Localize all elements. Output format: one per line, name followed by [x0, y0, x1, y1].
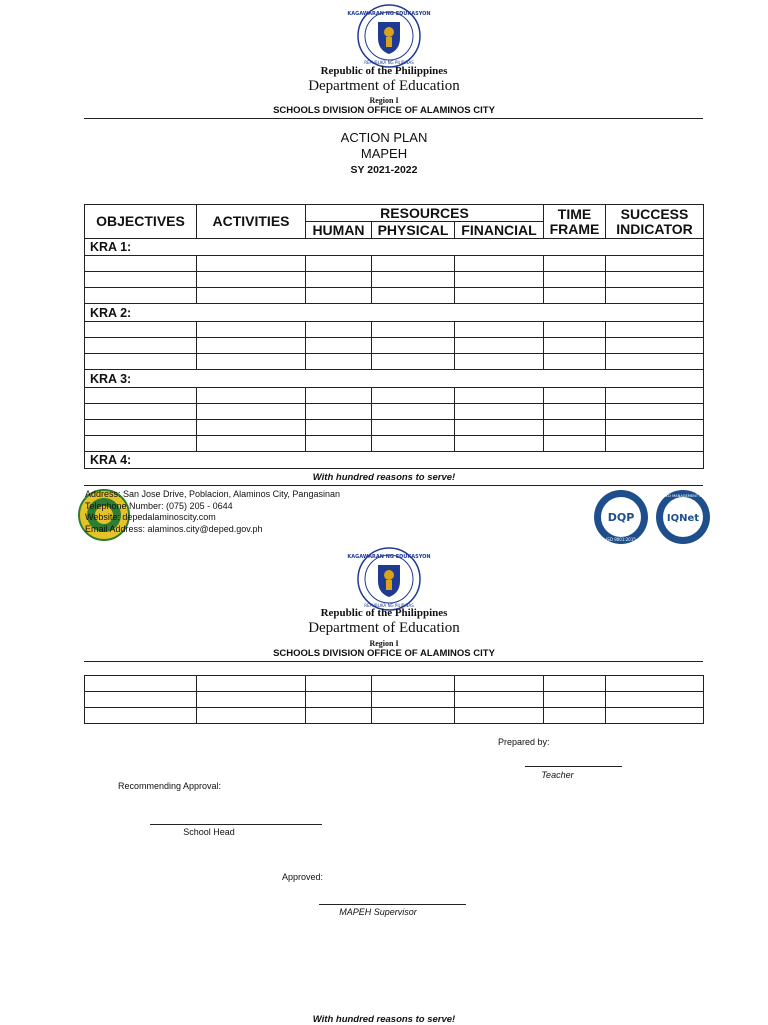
header-resources: RESOURCES [306, 205, 544, 222]
footer-email[interactable]: Email Address: alaminos.city@deped.gov.ph [85, 523, 263, 534]
badge-iqnet-ring: CERTIFIED MANAGEMENT SYSTEM [652, 494, 714, 498]
table-row [85, 420, 704, 436]
prepared-by-label: Prepared by: [498, 737, 550, 747]
teacher-label: Teacher [541, 770, 574, 780]
department-title: Department of Education [308, 620, 460, 636]
table-row [85, 272, 704, 288]
teacher-signature-line [525, 766, 622, 767]
motto: With hundred reasons to serve! [312, 472, 456, 483]
header-divider [84, 118, 703, 119]
division-label: SCHOOLS DIVISION OFFICE OF ALAMINOS CITY [273, 648, 495, 659]
department-title: Department of Education [308, 78, 460, 94]
region-label: Region I [369, 96, 399, 105]
header-activities: ACTIVITIES [197, 205, 306, 239]
iso-certification-badge-icon [593, 489, 649, 545]
school-head-label: School Head [183, 827, 235, 837]
header-divider [84, 661, 703, 662]
table-row [85, 676, 704, 692]
supervisor-label: MAPEH Supervisor [339, 907, 417, 917]
plan-subject: MAPEH [360, 146, 408, 161]
header-success-indicator: SUCCESS INDICATOR [606, 205, 704, 239]
deped-seal-icon [347, 4, 431, 68]
svg-text:KAGAWARAN NG EDUKASYON: KAGAWARAN NG EDUKASYON [347, 11, 431, 17]
footer-address: Address: San Jose Drive, Poblacion, Alaminos City, Pangasinan [85, 489, 340, 499]
approved-label: Approved: [282, 872, 324, 882]
header-objectives: OBJECTIVES [85, 205, 197, 239]
table-row [85, 322, 704, 338]
recommending-approval-label: Recommending Approval: [118, 781, 222, 791]
kra-label: KRA 1: [85, 239, 704, 256]
plan-title: ACTION PLAN [340, 130, 428, 145]
republic-label: Republic of the Philippines [320, 65, 448, 77]
table-row [85, 436, 704, 452]
school-head-signature-line [150, 824, 322, 825]
footer-divider [84, 485, 703, 486]
badge-dqp-label: DQP [607, 511, 635, 524]
badge-iso-label: ISO 9001:2015 [606, 537, 636, 542]
table-row [85, 388, 704, 404]
school-year: SY 2021-2022 [350, 164, 418, 176]
svg-text:REPUBLIKA NG PILIPINAS: REPUBLIKA NG PILIPINAS [364, 60, 414, 65]
division-label: SCHOOLS DIVISION OFFICE OF ALAMINOS CITY [273, 105, 495, 116]
deped-seal-icon [347, 547, 431, 611]
kra-label: KRA 4: [85, 452, 704, 469]
republic-label: Republic of the Philippines [320, 607, 448, 619]
table-row [85, 692, 704, 708]
table-row [85, 404, 704, 420]
footer-telephone: Telephone Number: (075) 205 - 0644 [85, 500, 233, 511]
table-row [85, 708, 704, 724]
iqnet-badge-icon [652, 489, 714, 545]
svg-text:KAGAWARAN NG EDUKASYON: KAGAWARAN NG EDUKASYON [347, 554, 431, 560]
kra-label: KRA 3: [85, 370, 704, 388]
footer-website[interactable]: Website: depedalaminoscity.com [85, 512, 216, 522]
region-label: Region I [369, 639, 399, 648]
table-row [85, 256, 704, 272]
table-row [85, 288, 704, 304]
kra-label: KRA 2: [85, 304, 704, 322]
motto: With hundred reasons to serve! [312, 1014, 456, 1025]
table-row [85, 338, 704, 354]
header-financial: FINANCIAL [455, 222, 544, 239]
badge-iqnet-label: IQNet [666, 513, 700, 524]
svg-text:REPUBLIKA NG PILIPINAS: REPUBLIKA NG PILIPINAS [364, 603, 414, 608]
action-plan-table-continued [84, 675, 704, 724]
action-plan-table [84, 204, 704, 469]
header-physical: PHYSICAL [372, 222, 455, 239]
header-time-frame: TIME FRAME [544, 205, 606, 239]
supervisor-signature-line [319, 904, 466, 905]
header-human: HUMAN [306, 222, 372, 239]
table-row [85, 354, 704, 370]
